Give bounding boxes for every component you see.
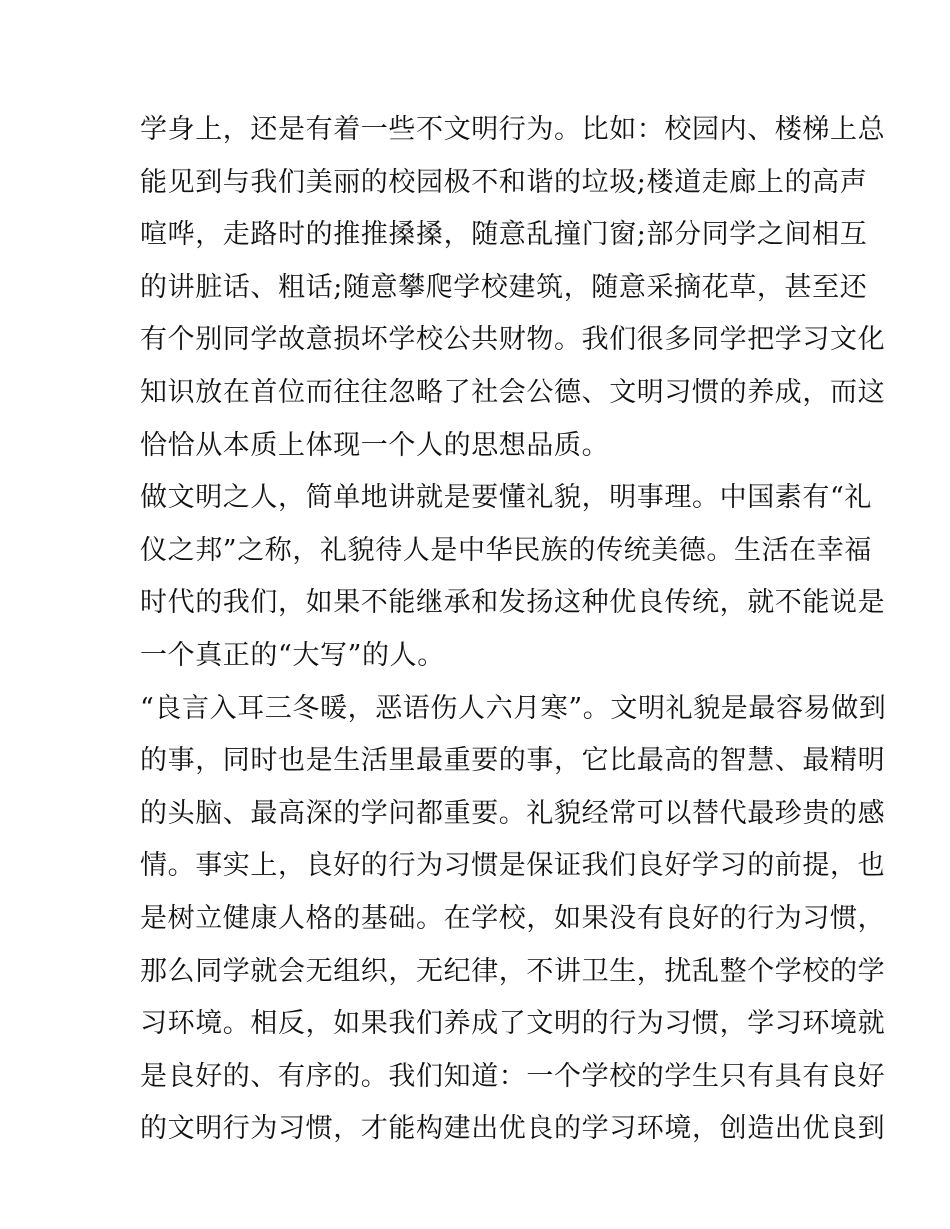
text-line: 是良好的、有序的。我们知道：一个学校的学生只有具有良好: [140, 1060, 886, 1092]
text-line: 学身上，还是有着一些不文明行为。比如：校园内、楼梯上总: [140, 114, 886, 145]
text-line: “良言入耳三冬暖，恶语伤人六月寒”。文明礼貌是最容易做到: [140, 692, 887, 724]
text-line: 一个真正的“大写”的人。: [140, 639, 445, 671]
text-line: 做文明之人，简单地讲就是要懂礼貌，明事理。中国素有“礼: [140, 482, 873, 514]
text-line: 有个别同学故意损坏学校公共财物。我们很多同学把学习文化: [140, 324, 886, 356]
text-line: 是树立健康人格的基础。在学校，如果没有良好的行为习惯，: [140, 902, 886, 934]
text-line: 那么同学就会无组织，无纪律，不讲卫生，扰乱整个学校的学: [140, 955, 886, 987]
text-line: 知识放在首位而往往忽略了社会公德、文明习惯的养成，而这: [140, 376, 886, 408]
text-line: 习环境。相反，如果我们养成了文明的行为习惯，学习环境就: [140, 1008, 886, 1040]
text-line: 的头脑、最高深的学问都重要。礼貌经常可以替代最珍贵的感: [140, 797, 886, 829]
text-line: 的讲脏话、粗话;随意攀爬学校建筑，随意采摘花草，甚至还: [140, 271, 868, 303]
document-body: [140, 104, 887, 1156]
text-line: 仪之邦”之称，礼貌待人是中华民族的传统美德。生活在幸福: [140, 534, 873, 566]
text-line: 的文明行为习惯，才能构建出优良的学习环境，创造出优良到: [140, 1113, 886, 1145]
text-line: 时代的我们，如果不能继承和发扬这种优良传统，就不能说是: [140, 587, 886, 619]
text-line: 情。事实上，良好的行为习惯是保证我们良好学习的前提，也: [140, 850, 886, 882]
text-line: 能见到与我们美丽的校园极不和谐的垃圾;楼道走廊上的高声: [140, 166, 868, 198]
text-line: 的事，同时也是生活里最重要的事，它比最高的智慧、最精明: [140, 745, 886, 777]
text-line: 恰恰从本质上体现一个人的思想品质。: [140, 429, 610, 461]
text-line: 喧哗，走路时的推推搡搡，随意乱撞门窗;部分同学之间相互: [140, 219, 868, 251]
